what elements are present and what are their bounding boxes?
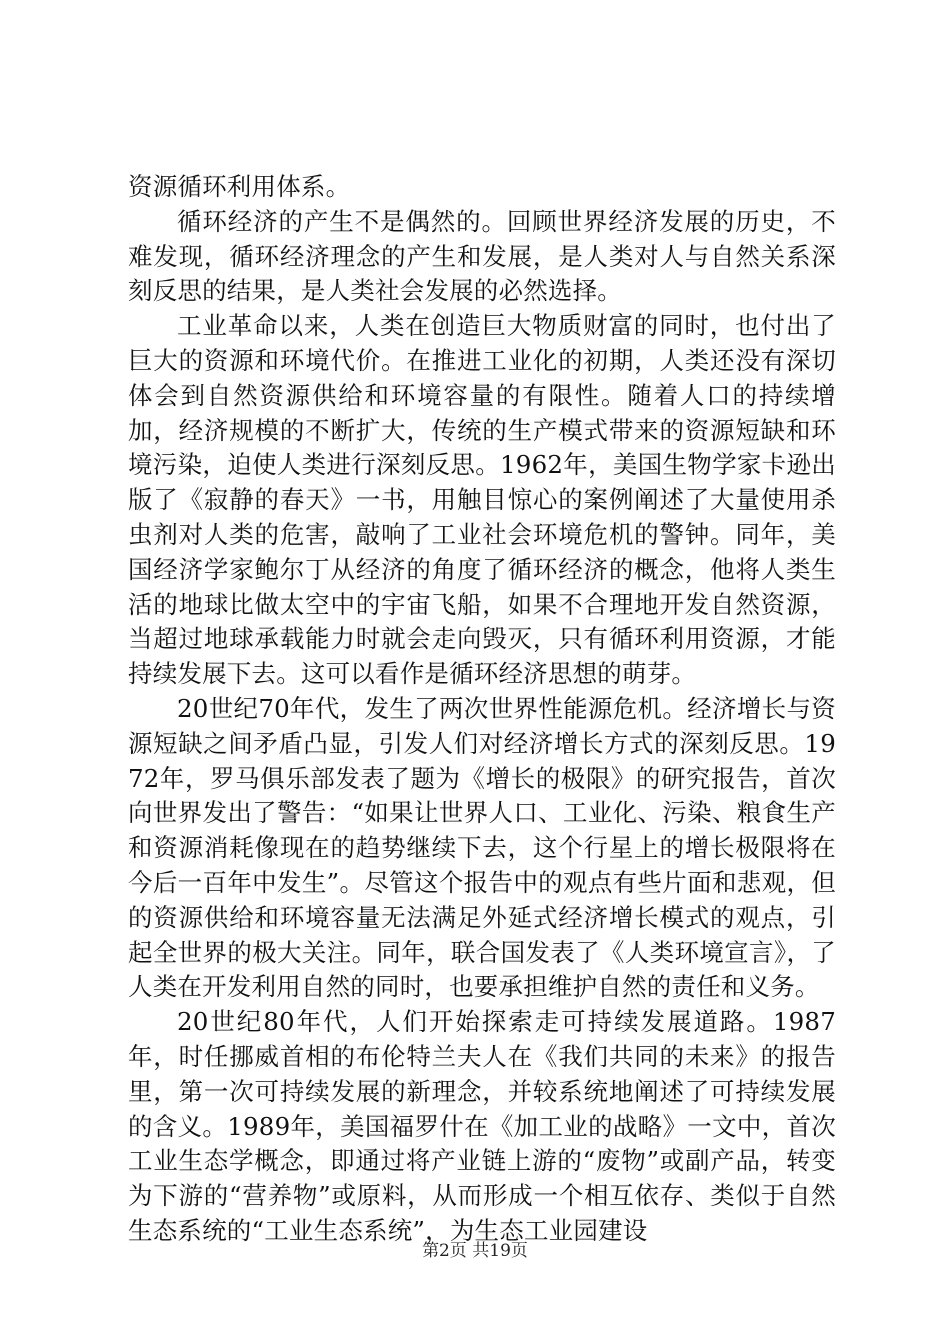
paragraph-5: 20世纪80年代，人们开始探索走可持续发展道路。1987年，时任挪威首相的布伦特兰夫人在《我们共同的未来》的报告里，第一次可持续发展的新理念，并较系统地阐述了可持续发展的含义。1989年，美国福罗什在《加工业的战略》一文中，首次工业生态学概念，即通过将产业链上游的“废物”或副产品，转变为下游的“营养物”或原料，从而形成一个相互依存、类似于自然生态系统的“工业生态系统”，为生态工业园建设: [128, 1007, 836, 1245]
paragraph-3: 工业革命以来，人类在创造巨大物质财富的同时，也付出了巨大的资源和环境代价。在推进工业化的初期，人类还没有深切体会到自然资源供给和环境容量的有限性。随着人口的持续增加，经济规模的不断扩大，传统的生产模式带来的资源短缺和环境污染，迫使人类进行深刻反思。1962年，美国生物学家卡逊出版了《寂静的春天》一书，用触目惊心的案例阐述了大量使用杀虫剂对人类的危害，敲响了工业社会环境危机的警钟。同年，美国经济学家鲍尔丁从经济的角度了循环经济的概念，他将人类生活的地球比做太空中的宇宙飞船，如果不合理地开发自然资源，当超过地球承载能力时就会走向毁灭，只有循环利用资源，才能持续发展下去。这可以看作是循环经济思想的萌芽。: [128, 311, 836, 689]
document-body: [128, 170, 836, 1249]
page-number-footer: 第2页 共19页: [422, 1241, 528, 1261]
paragraph-4: 20世纪70年代，发生了两次世界性能源危机。经济增长与资源短缺之间矛盾凸显，引发人们对经济增长方式的深刻反思。1972年，罗马俱乐部发表了题为《增长的极限》的研究报告，首次向世界发出了警告：“如果让世界人口、工业化、污染、粮食生产和资源消耗像现在的趋势继续下去，这个行星上的增长极限将在今后一百年中发生”。尽管这个报告中的观点有些片面和悲观，但的资源供给和环境容量无法满足外延式经济增长模式的观点，引起全世界的极大关注。同年，联合国发表了《人类环境宣言》，了人类在开发利用自然的同时，也要承担维护自然的责任和义务。: [128, 693, 836, 1002]
paragraph-2: 循环经济的产生不是偶然的。回顾世界经济发展的历史，不难发现，循环经济理念的产生和发展，是人类对人与自然关系深刻反思的结果，是人类社会发展的必然选择。: [128, 206, 836, 306]
paragraph-1: 资源循环利用体系。: [128, 172, 351, 201]
